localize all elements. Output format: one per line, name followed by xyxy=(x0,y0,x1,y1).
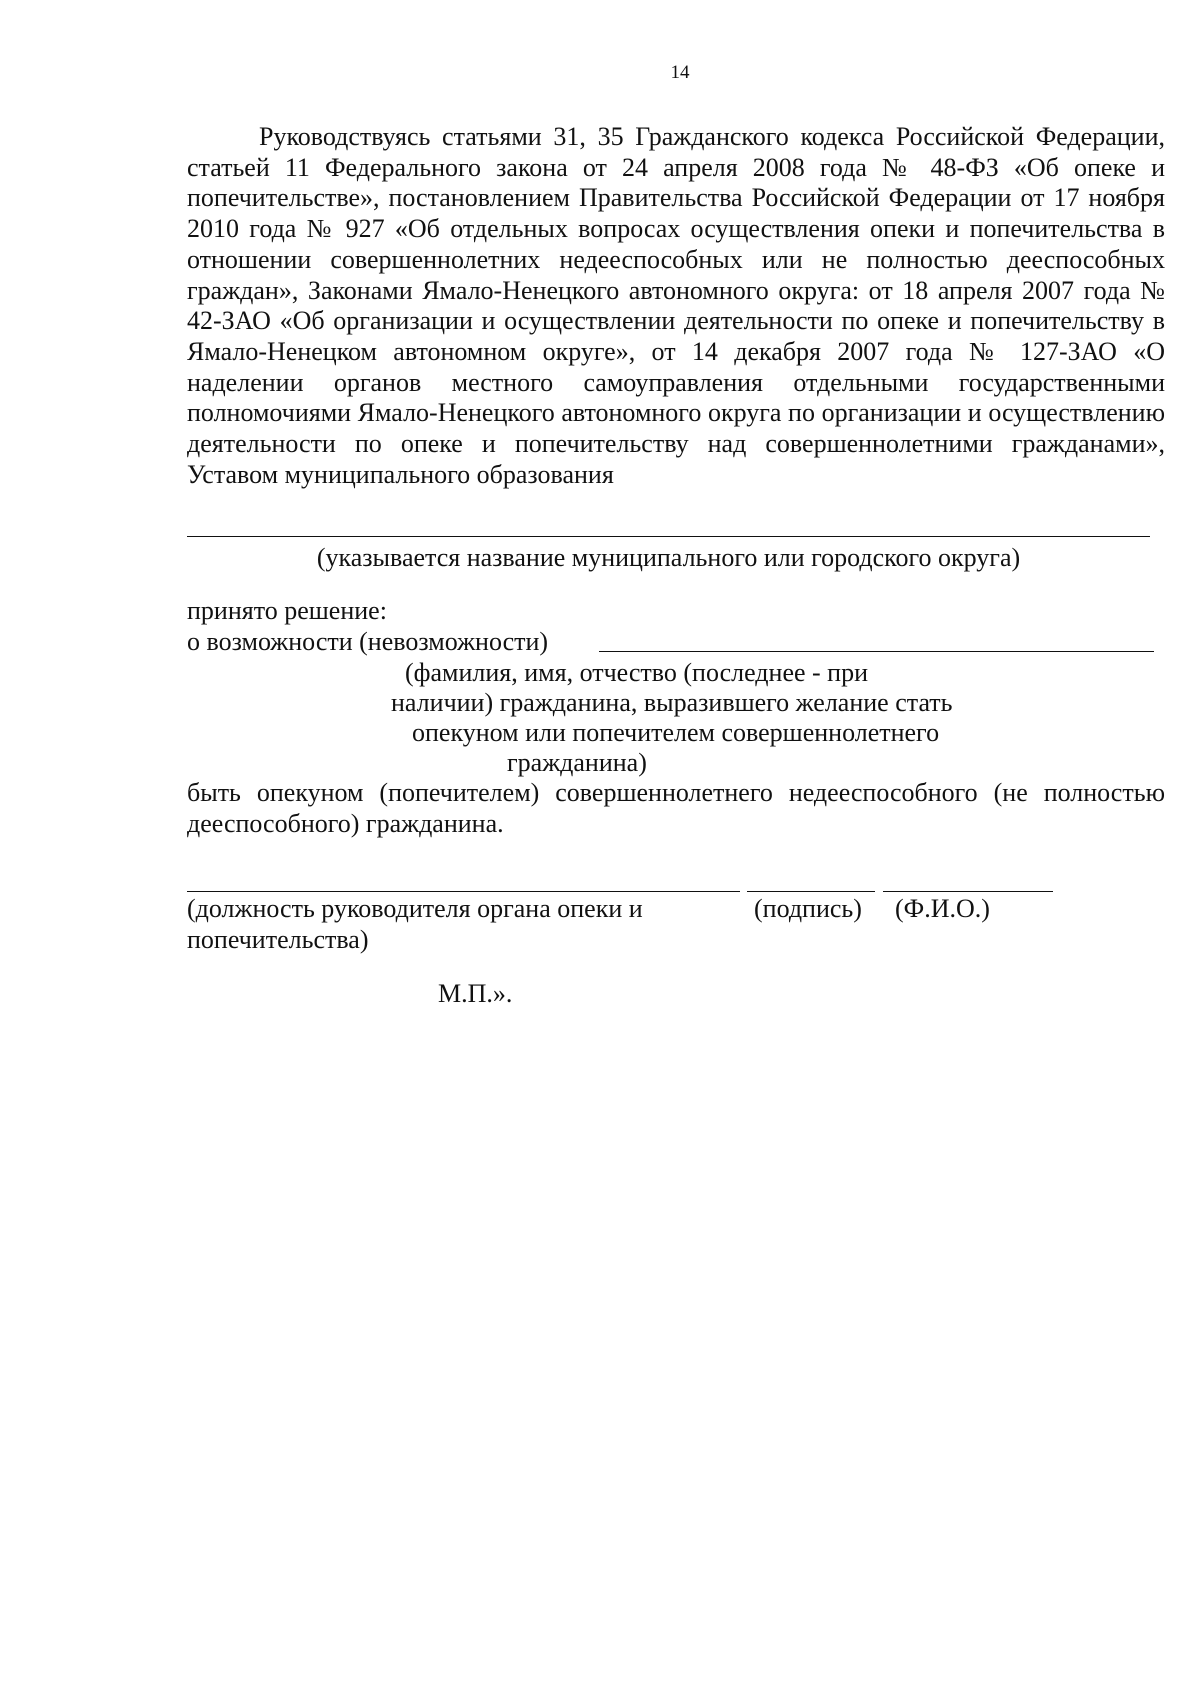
citizen-hint-line4: гражданина) xyxy=(507,748,647,777)
decision-label: принято решение: xyxy=(187,596,387,625)
citizen-hint-line2: наличии) гражданина, выразившего желание стать xyxy=(391,688,953,717)
seal-label: М.П.». xyxy=(438,979,513,1008)
citizen-name-blank-line xyxy=(599,651,1154,652)
name-blank-line xyxy=(883,891,1053,892)
signature-label: (подпись) xyxy=(754,894,862,923)
closing-text: быть опекуном (попечителем) совершеннолетнего недееспособного (не полностью дееспособного) гражданина. xyxy=(187,778,1165,838)
page-number: 14 xyxy=(670,62,690,83)
citizen-hint-line3: опекуном или попечителем совершеннолетнего xyxy=(412,718,940,747)
municipality-blank-line xyxy=(187,536,1150,537)
position-label-line1: (должность руководителя органа опеки и xyxy=(187,894,643,923)
citizen-hint-line1: (фамилия, имя, отчество (последнее - при xyxy=(405,658,869,687)
signature-blank-line xyxy=(747,891,875,892)
possibility-label: о возможности (невозможности) xyxy=(187,627,549,656)
position-blank-line xyxy=(187,891,740,892)
position-label-line2: попечительства) xyxy=(187,925,369,954)
name-label: (Ф.И.О.) xyxy=(895,894,990,923)
preamble-paragraph: Руководствуясь статьями 31, 35 Гражданского кодекса Российской Федерации, статьей 11 Федерального закона от 24 апреля 2008 года № 48-ФЗ «Об опеке и попечительстве», постановлением Правительства Российской Федерации от 17 ноября 2010 года № 927 «Об отдельных вопросах осуществления опеки и попечительства в отношении совершеннолетних недееспособных или не полностью дееспособных граждан», Законами Ямало-Ненецкого автономного округа: от 18 апреля 2007 года № 42-ЗАО «Об организации и осуществлении деятельности по опеке и попечительству в Ямало-Ненецком автономном округе», от 14 декабря 2007 года № 127-ЗАО «О наделении органов местного самоуправления отдельными государственными полномочиями Ямало-Ненецкого автономного округа по организации и осуществлению деятельности по опеке и попечительству над совершеннолетними гражданами», Уставом муниципального образования xyxy=(187,122,1165,489)
municipality-hint: (указывается название муниципального или городского округа) xyxy=(316,543,1021,572)
